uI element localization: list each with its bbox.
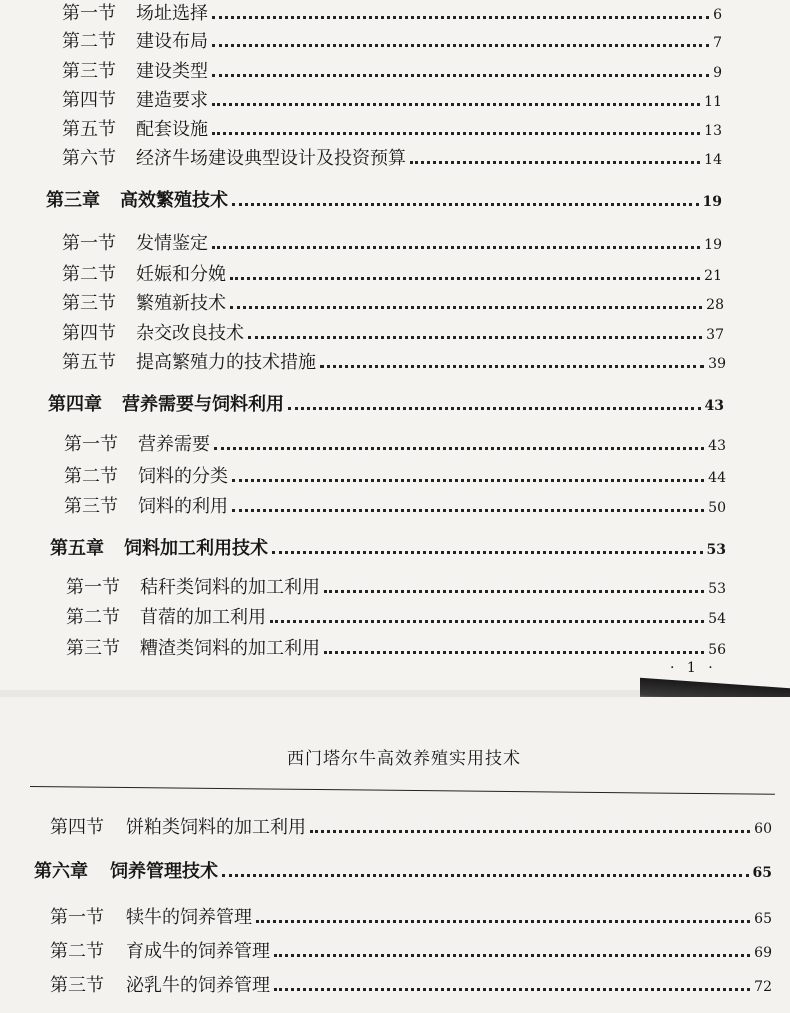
toc-section-entry[interactable] — [64, 495, 726, 520]
entry-title: 建设布局 — [136, 31, 208, 52]
leader-dots — [232, 479, 704, 482]
entry-number: 第三节 — [50, 975, 104, 996]
toc-chapter-entry[interactable] — [48, 393, 724, 418]
toc-section-entry[interactable] — [62, 351, 726, 376]
leader-dots — [324, 590, 704, 593]
entry-number: 第四章 — [48, 394, 102, 415]
entry-page-number: 69 — [754, 945, 772, 961]
entry-number: 第二节 — [66, 607, 120, 628]
entry-title: 糟渣类饲料的加工利用 — [140, 638, 320, 659]
entry-title: 饲料的利用 — [138, 496, 228, 517]
entry-page-number: 19 — [702, 194, 722, 210]
leader-dots — [310, 830, 750, 833]
leader-dots — [212, 16, 709, 19]
entry-title: 杂交改良技术 — [136, 323, 244, 344]
toc-section-entry[interactable] — [62, 118, 722, 143]
entry-number: 第六节 — [62, 148, 116, 169]
entry-page-number: 13 — [704, 123, 722, 139]
entry-number: 第二节 — [62, 31, 116, 52]
entry-page-number: 53 — [706, 542, 726, 558]
entry-title: 泌乳牛的饲养管理 — [126, 975, 270, 996]
entry-number: 第一节 — [62, 233, 116, 254]
entry-number: 第五节 — [62, 119, 116, 140]
entry-title: 饲料加工利用技术 — [124, 538, 268, 559]
entry-title: 苜蓿的加工利用 — [140, 607, 266, 628]
entry-number: 第三节 — [64, 496, 118, 517]
entry-page-number: 11 — [704, 94, 722, 110]
entry-title: 营养需要 — [138, 434, 210, 455]
toc-section-entry[interactable] — [62, 89, 722, 114]
entry-page-number: 53 — [708, 581, 726, 597]
entry-page-number: 43 — [708, 438, 726, 454]
toc-chapter-entry[interactable] — [50, 537, 726, 562]
entry-number: 第三章 — [46, 190, 100, 211]
entry-title: 饲养管理技术 — [110, 861, 218, 882]
toc-section-entry[interactable] — [50, 940, 772, 965]
entry-page-number: 72 — [754, 979, 772, 995]
leader-dots — [222, 874, 749, 877]
entry-page-number: 44 — [708, 470, 726, 486]
toc-section-entry[interactable] — [62, 2, 722, 27]
leader-dots — [214, 447, 704, 450]
entry-title: 建造要求 — [136, 90, 208, 111]
entry-page-number: 28 — [706, 297, 724, 313]
entry-page-number: 50 — [708, 500, 726, 516]
toc-section-entry[interactable] — [66, 637, 726, 662]
entry-number: 第四节 — [50, 817, 104, 838]
toc-section-entry[interactable] — [66, 576, 726, 601]
running-head: 西门塔尔牛高效养殖实用技术 — [287, 749, 521, 769]
entry-number: 第四节 — [62, 323, 116, 344]
entry-page-number: 65 — [752, 865, 772, 881]
toc-section-entry[interactable] — [64, 433, 726, 458]
toc-section-entry[interactable] — [50, 906, 772, 931]
entry-page-number: 6 — [713, 7, 722, 23]
leader-dots — [288, 407, 701, 410]
entry-title: 提高繁殖力的技术措施 — [136, 352, 316, 373]
leader-dots — [212, 103, 700, 106]
entry-title: 建设类型 — [136, 61, 208, 82]
entry-number: 第一节 — [50, 907, 104, 928]
entry-title: 妊娠和分娩 — [136, 264, 226, 285]
entry-title: 饲料的分类 — [138, 466, 228, 487]
entry-page-number: 37 — [706, 327, 724, 343]
entry-number: 第六章 — [34, 861, 88, 882]
toc-section-entry[interactable] — [66, 606, 726, 631]
page-number: · 1 · — [670, 660, 717, 676]
entry-page-number: 60 — [754, 821, 772, 837]
entry-page-number: 65 — [754, 911, 772, 927]
entry-title: 育成牛的饲养管理 — [126, 941, 270, 962]
entry-page-number: 7 — [713, 35, 722, 51]
entry-page-number: 9 — [713, 65, 722, 81]
leader-dots — [212, 74, 709, 77]
toc-section-entry[interactable] — [62, 60, 722, 85]
entry-number: 第一节 — [66, 577, 120, 598]
entry-number: 第五节 — [62, 352, 116, 373]
entry-page-number: 21 — [704, 268, 722, 284]
entry-number: 第四节 — [62, 90, 116, 111]
entry-title: 经济牛场建设典型设计及投资预算 — [136, 148, 406, 169]
entry-number: 第三节 — [62, 293, 116, 314]
entry-number: 第三节 — [66, 638, 120, 659]
entry-number: 第二节 — [64, 466, 118, 487]
entry-page-number: 19 — [704, 237, 722, 253]
leader-dots — [232, 203, 699, 206]
leader-dots — [410, 161, 700, 164]
toc-section-entry[interactable] — [62, 263, 722, 288]
toc-section-entry[interactable] — [50, 816, 772, 841]
entry-title: 秸秆类饲料的加工利用 — [140, 577, 320, 598]
entry-page-number: 56 — [708, 642, 726, 658]
leader-dots — [230, 306, 702, 309]
entry-title: 犊牛的饲养管理 — [126, 907, 252, 928]
toc-section-entry[interactable] — [62, 232, 722, 257]
entry-title: 高效繁殖技术 — [120, 190, 228, 211]
entry-number: 第一节 — [62, 3, 116, 24]
leader-dots — [324, 651, 704, 654]
entry-title: 发情鉴定 — [136, 233, 208, 254]
entry-page-number: 54 — [708, 611, 726, 627]
toc-section-entry[interactable] — [62, 30, 722, 55]
entry-page-number: 14 — [704, 152, 722, 168]
leader-dots — [230, 277, 700, 280]
leader-dots — [212, 44, 709, 47]
entry-number: 第三节 — [62, 61, 116, 82]
toc-section-entry[interactable] — [50, 974, 772, 999]
entry-title: 配套设施 — [136, 119, 208, 140]
entry-title: 繁殖新技术 — [136, 293, 226, 314]
entry-number: 第五章 — [50, 538, 104, 559]
entry-page-number: 39 — [708, 356, 726, 372]
entry-title: 饼粕类饲料的加工利用 — [126, 817, 306, 838]
entry-number: 第二节 — [50, 941, 104, 962]
toc-section-entry[interactable] — [62, 322, 724, 347]
entry-number: 第一节 — [64, 434, 118, 455]
entry-title: 营养需要与饲料利用 — [122, 394, 284, 415]
leader-dots — [272, 551, 703, 554]
entry-page-number: 43 — [704, 398, 724, 414]
toc-section-entry[interactable] — [62, 147, 722, 172]
toc-section-entry[interactable] — [64, 465, 726, 490]
toc-chapter-entry[interactable] — [46, 189, 722, 214]
toc-chapter-entry[interactable] — [34, 860, 772, 885]
toc-section-entry[interactable] — [62, 292, 724, 317]
entry-title: 场址选择 — [136, 3, 208, 24]
leader-dots — [320, 365, 704, 368]
leader-dots — [212, 132, 700, 135]
leader-dots — [274, 954, 750, 957]
leader-dots — [232, 509, 704, 512]
leader-dots — [274, 988, 750, 991]
leader-dots — [212, 246, 700, 249]
entry-number: 第二节 — [62, 264, 116, 285]
leader-dots — [248, 336, 702, 339]
leader-dots — [270, 620, 704, 623]
leader-dots — [256, 920, 750, 923]
